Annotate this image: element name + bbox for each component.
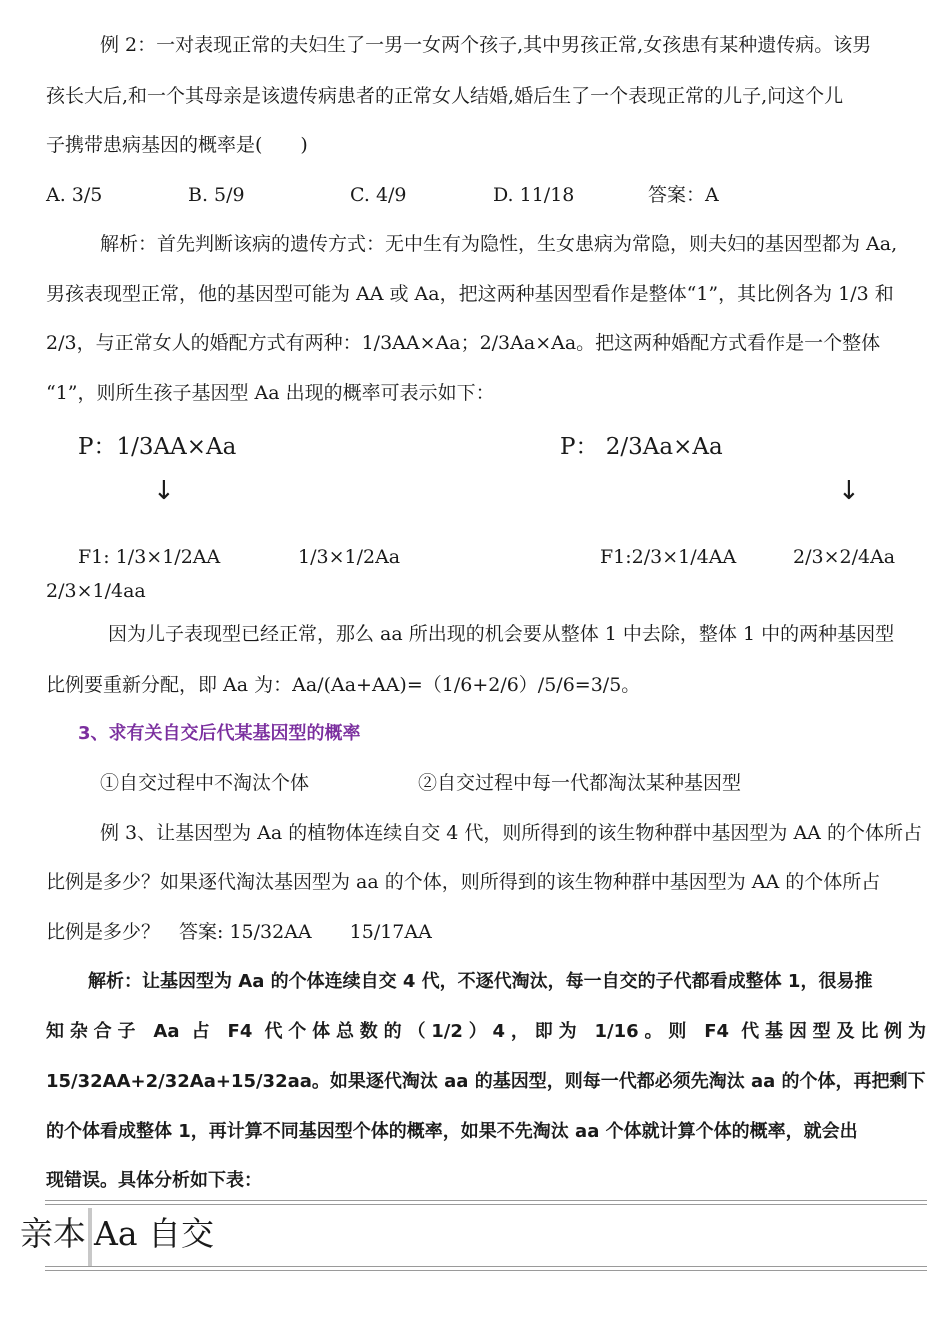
f1-right-aa2: 2/3×2/4Aa [793,546,896,568]
f1-left-aa: F1: 1/3×1/2AA [78,546,221,568]
conclusion2-line1: 因为儿子表现型已经正常，那么 aa 所出现的机会要从整体 1 中去除，整体 1 中的两种基因型 [108,623,895,645]
table-bottom-border [45,1266,927,1267]
analysis3-line5: 现错误。具体分析如下表： [46,1170,262,1191]
example2-line3: 子携带患病基因的概率是( ) [46,134,308,156]
answer-2: 答案：A [648,184,719,206]
example2-line1: 例 2：一对表现正常的夫妇生了一男一女两个孩子,其中男孩正常,女孩患有某种遗传病。该男 [100,34,872,56]
example3-line1: 例 3、让基因型为 Aa 的植物体连续自交 4 代，则所得到的该生物种群中基因型为 AA 的个体所占 [100,822,922,844]
cross-p-right: P： 2/3Aa×Aa [560,434,723,460]
table-bottom-border-inner [45,1270,927,1271]
analysis2-line1: 解析：首先判断该病的遗传方式：无中生有为隐性，生女患病为常隐，则夫妇的基因型都为 Aa, [100,233,898,255]
analysis3-line2: 知杂合子 Aa 占 F4 代个体总数的（1/2）4，即为 1/16。则 F4 代基因型及比例为 [46,1021,926,1042]
option-b: B. 5/9 [188,184,245,206]
example2-line2: 孩长大后,和一个其母亲是该遗传病患者的正常女人结婚,婚后生了一个表现正常的儿子,问这个儿 [46,85,844,107]
option-c: C. 4/9 [350,184,407,206]
f1-left-aa2: 1/3×1/2Aa [298,546,401,568]
conclusion2-line2: 比例要重新分配，即 Aa 为：Aa/(Aa+AA)=（1/6+2/6）/5/6=3/5。 [46,674,641,696]
analysis3-line3: 15/32AA+2/32Aa+15/32aa。如果逐代淘汰 aa 的基因型，则每一代都必须先淘汰 aa 的个体，再把剩下 [46,1071,926,1092]
table-cell-parent: 亲本 [20,1214,86,1253]
analysis2-line3: 2/3，与正常女人的婚配方式有两种：1/3AA×Aa；2/3Aa×Aa。把这两种婚配方式看作是一个整体 [46,332,881,354]
analysis2-line2: 男孩表现型正常，他的基因型可能为 AA 或 Aa，把这两种基因型看作是整体“1”，其比例各为 1/3 和 [46,283,894,305]
f1-right-aa: F1:2/3×1/4AA [600,546,737,568]
section3-heading: 3、求有关自交后代某基因型的概率 [78,723,361,744]
section3-item2: ②自交过程中每一代都淘汰某种基因型 [418,772,742,794]
section3-item1: ①自交过程中不淘汰个体 [100,772,310,794]
f1-right-aa-wrap: 2/3×1/4aa [46,580,146,602]
analysis3-line1: 解析：让基因型为 Aa 的个体连续自交 4 代，不逐代淘汰，每一自交的子代都看成整体 1，很易推 [88,971,873,992]
example3-line2: 比例是多少？如果逐代淘汰基因型为 aa 的个体，则所得到的该生物种群中基因型为 AA 的个体所占 [46,871,881,893]
example3-line3: 比例是多少？ 答案: 15/32AA 15/17AA [46,921,432,943]
table-cell-aa-self: Aa 自交 [94,1214,214,1253]
table-top-border-inner [45,1204,927,1205]
analysis3-line4: 的个体看成整体 1，再计算不同基因型个体的概率，如果不先淘汰 aa 个体就计算个体的概率，就会出 [46,1121,858,1142]
table-top-border [45,1200,927,1201]
table-column-divider [88,1208,92,1266]
analysis2-line4: “1”，则所生孩子基因型 Aa 出现的概率可表示如下： [46,382,495,404]
cross-p-left: P：1/3AA×Aa [78,434,237,460]
option-a: A. 3/5 [46,184,103,206]
option-d: D. 11/18 [493,184,575,206]
arrow-down-icon: ↓ [153,476,175,506]
arrow-down-icon: ↓ [838,476,860,506]
